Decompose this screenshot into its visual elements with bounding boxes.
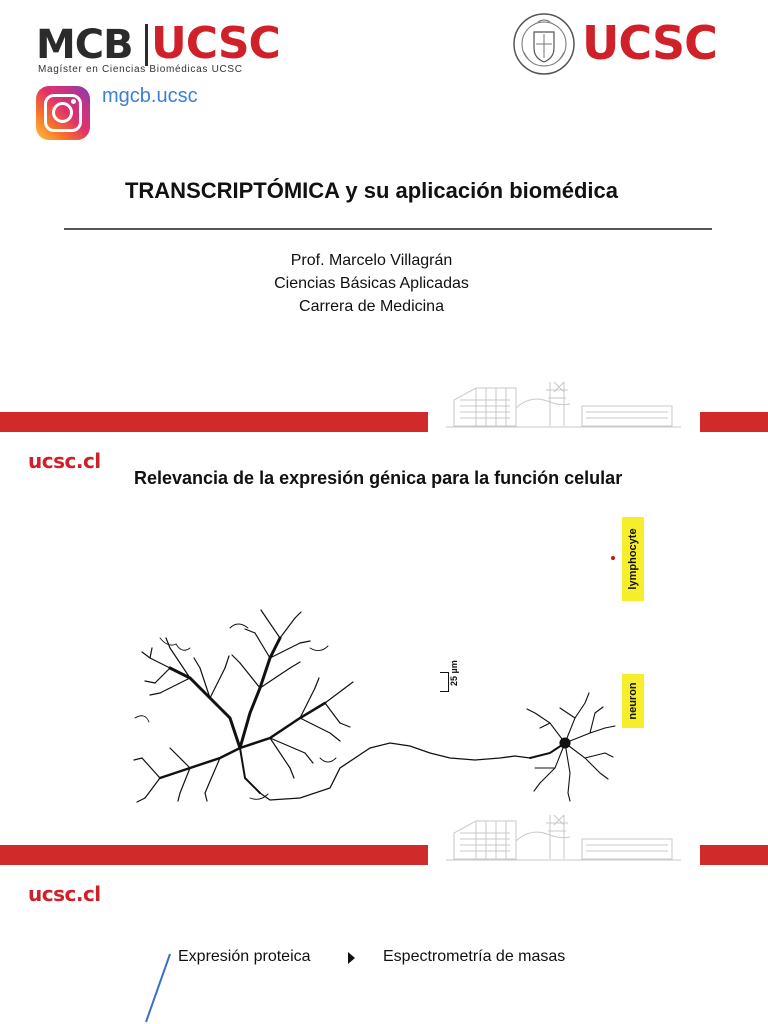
instagram-icon[interactable] <box>36 86 90 140</box>
slide-title: Relevancia de la expresión génica para la función celular <box>134 468 623 488</box>
ucsc-site-logo: ucsc.cl <box>28 449 101 473</box>
footer-band-left <box>0 412 428 432</box>
footer-band-right <box>700 845 768 865</box>
author-block <box>0 249 743 318</box>
proteomics-slide <box>0 866 768 1024</box>
purkinje-cell-drawing <box>134 610 353 802</box>
logo-separator <box>145 24 148 66</box>
connector-line <box>140 952 180 1024</box>
mcb-logo-ucsc: UCSC <box>151 18 280 69</box>
arrow-right-icon <box>348 952 355 964</box>
scale-bar-label: 25 µm <box>449 660 459 686</box>
gene-expression-slide <box>0 433 768 866</box>
small-neuron-drawing <box>527 693 615 801</box>
label-lymphocyte: lymphocyte <box>622 517 644 601</box>
item-mass-spectrometry: Espectrometría de masas <box>383 948 566 965</box>
lymphocyte-cell-dot <box>611 556 615 560</box>
neuron-lymphocyte-illustration <box>130 608 640 808</box>
footer-band-left <box>0 845 428 865</box>
mcb-logo-subtitle: Magíster en Ciencias Biomédicas UCSC <box>38 64 243 75</box>
mcb-logo-letters: MCB <box>36 22 133 68</box>
author-name: Prof. Marcelo Villagrán <box>290 252 453 269</box>
instagram-handle-link[interactable]: mgcb.ucsc <box>102 85 198 107</box>
university-seal-icon <box>512 12 576 76</box>
title-slide <box>0 0 768 433</box>
ucsc-right-text: UCSC <box>582 16 717 70</box>
author-department: Ciencias Básicas Aplicadas <box>274 275 469 292</box>
campus-buildings-icon <box>446 811 686 863</box>
footer-band-right <box>700 412 768 432</box>
presentation-title: TRANSCRIPTÓMICA y su aplicación biomédica <box>124 178 619 203</box>
author-program: Carrera de Medicina <box>299 298 444 315</box>
item-protein-expression: Expresión proteica <box>178 948 311 965</box>
scale-bar <box>440 672 449 692</box>
mcb-ucsc-logo <box>36 18 288 80</box>
ucsc-site-logo: ucsc.cl <box>28 882 101 906</box>
campus-buildings-icon <box>446 378 686 430</box>
ucsc-institution-logo <box>512 12 728 78</box>
title-divider <box>64 228 712 230</box>
label-neuron: neuron <box>622 674 644 728</box>
